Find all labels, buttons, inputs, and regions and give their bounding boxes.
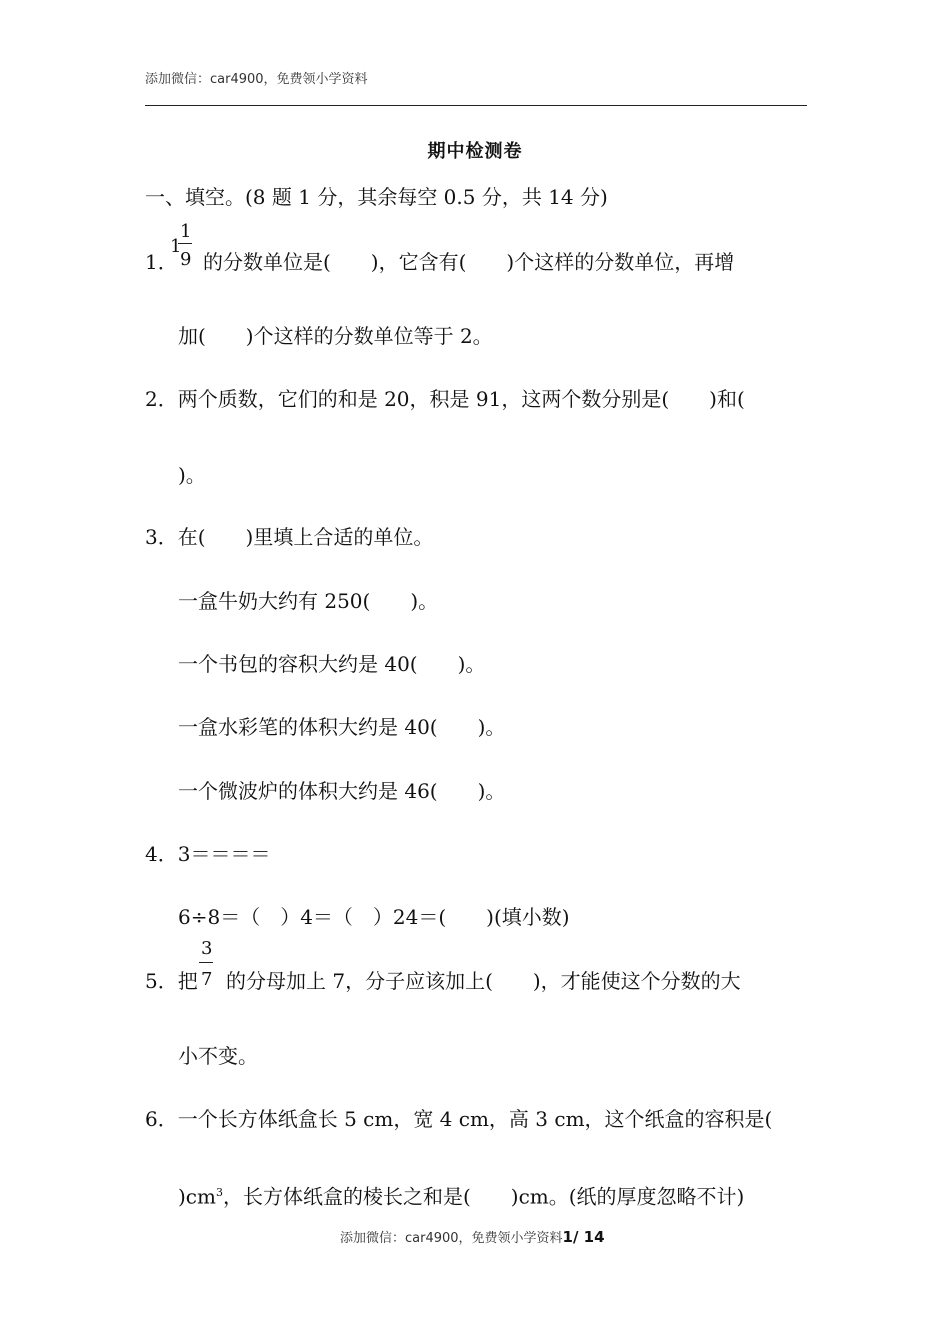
q5-denominator: 7 [201, 969, 213, 990]
q1-line1: 的分数单位是( )，它含有( )个这样的分数单位，再增 [203, 250, 735, 274]
footer [340, 1227, 605, 1246]
q6-line2-start: )cm [178, 1184, 216, 1209]
page-number: 1/ 14 [562, 1228, 605, 1246]
q5-fraction-bar [199, 962, 213, 963]
q4-line1: 4．3＝＝＝＝ [145, 842, 271, 866]
q5-numerator: 3 [201, 938, 213, 959]
q3-item: 一个微波炉的体积大约是 46( )。 [178, 779, 506, 803]
q1-numerator: 1 [180, 221, 192, 242]
footer-text: 添加微信：car4900，免费领小学资料 [340, 1231, 563, 1246]
header-text: 添加微信：car4900，免费领小学资料 [145, 72, 368, 87]
q3-item: 一盒牛奶大约有 250( )。 [178, 589, 439, 613]
q2-line2: )。 [178, 463, 206, 487]
q1-denominator: 9 [180, 249, 192, 270]
q1-fraction-bar [178, 243, 192, 244]
q6-line2 [178, 1180, 744, 1210]
q1-number: 1． [145, 250, 178, 274]
q1-mixed-whole: 1 [170, 236, 182, 257]
q5-line2: 小不变。 [178, 1044, 258, 1068]
q3-item: 一个书包的容积大约是 40( )。 [178, 652, 486, 676]
q3-item: 一盒水彩笔的体积大约是 40( )。 [178, 715, 506, 739]
q3-line1: 3．在( )里填上合适的单位。 [145, 525, 434, 549]
page-title: 期中检测卷 [427, 141, 523, 162]
section-heading: 一、填空。(8 题 1 分，其余每空 0.5 分，共 14 分) [145, 185, 608, 209]
q5-number: 5．把 [145, 969, 198, 993]
q5-line1: 的分母加上 7，分子应该加上( )，才能使这个分数的大 [226, 969, 741, 993]
q6-line1: 6．一个长方体纸盒长 5 cm，宽 4 cm，高 3 cm，这个纸盒的容积是( [145, 1107, 773, 1131]
q6-superscript: 3 [215, 1186, 223, 1199]
q4-line2: 6÷8＝（ ）4＝（ ）24＝( )(填小数) [178, 905, 570, 929]
q1-line2: 加( )个这样的分数单位等于 2。 [178, 324, 493, 348]
q2-line1: 2．两个质数，它们的和是 20，积是 91，这两个数分别是( )和( [145, 387, 745, 411]
q6-line2-end: ，长方体纸盒的棱长之和是( )cm。(纸的厚度忽略不计) [222, 1184, 745, 1209]
header-divider [145, 105, 807, 106]
